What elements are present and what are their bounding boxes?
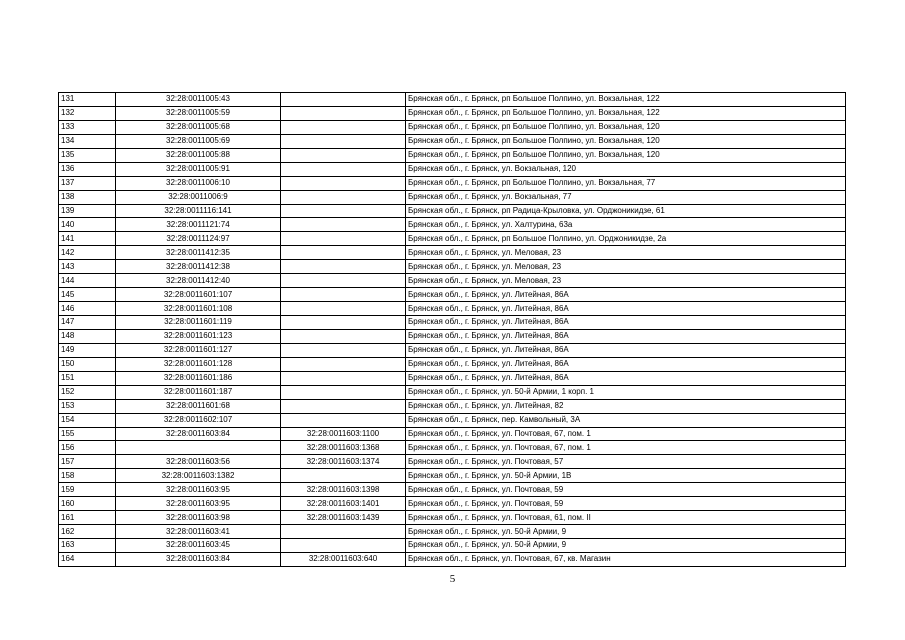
secondary-cadastral-number-cell: 32:28:0011603:1401 — [281, 497, 406, 511]
row-number-cell: 133 — [59, 120, 116, 134]
address-cell: Брянская обл., г. Брянск, ул. 50-й Армии, 9 — [406, 539, 846, 553]
cadastral-number-cell: 32:28:0011603:98 — [116, 511, 281, 525]
secondary-cadastral-number-cell — [281, 469, 406, 483]
cadastral-number-cell: 32:28:0011603:84 — [116, 427, 281, 441]
address-cell: Брянская обл., г. Брянск, ул. Почтовая, 67, пом. 1 — [406, 427, 846, 441]
table-row — [59, 427, 846, 441]
table-row — [59, 218, 846, 232]
table-row — [59, 302, 846, 316]
row-number-cell: 145 — [59, 288, 116, 302]
secondary-cadastral-number-cell — [281, 399, 406, 413]
cadastral-number-cell: 32:28:0011601:108 — [116, 302, 281, 316]
table-row — [59, 204, 846, 218]
table-row — [59, 260, 846, 274]
row-number-cell: 143 — [59, 260, 116, 274]
cadastral-number-cell: 32:28:0011121:74 — [116, 218, 281, 232]
secondary-cadastral-number-cell: 32:28:0011603:1100 — [281, 427, 406, 441]
cadastral-number-cell: 32:28:0011602:107 — [116, 413, 281, 427]
address-cell: Брянская обл., г. Брянск, ул. Литейная, 86А — [406, 357, 846, 371]
row-number-cell: 140 — [59, 218, 116, 232]
cadastral-number-cell — [116, 441, 281, 455]
row-number-cell: 160 — [59, 497, 116, 511]
row-number-cell: 149 — [59, 343, 116, 357]
cadastral-number-cell: 32:28:0011601:68 — [116, 399, 281, 413]
row-number-cell: 137 — [59, 176, 116, 190]
cadastral-number-cell: 32:28:0011412:40 — [116, 274, 281, 288]
row-number-cell: 142 — [59, 246, 116, 260]
address-cell: Брянская обл., г. Брянск, ул. Литейная, 86А — [406, 371, 846, 385]
cadastral-number-cell: 32:28:0011601:128 — [116, 357, 281, 371]
row-number-cell: 146 — [59, 302, 116, 316]
address-cell: Брянская обл., г. Брянск, ул. Меловая, 23 — [406, 274, 846, 288]
address-cell: Брянская обл., г. Брянск, ул. Халтурина, 63а — [406, 218, 846, 232]
table-row — [59, 329, 846, 343]
address-cell: Брянская обл., г. Брянск, ул. Почтовая, 67, пом. 1 — [406, 441, 846, 455]
address-cell: Брянская обл., г. Брянск, ул. Меловая, 23 — [406, 246, 846, 260]
table-row — [59, 469, 846, 483]
cadastral-number-cell: 32:28:0011603:45 — [116, 539, 281, 553]
address-cell: Брянская обл., г. Брянск, рп Большое Полпино, ул. Вокзальная, 120 — [406, 148, 846, 162]
row-number-cell: 154 — [59, 413, 116, 427]
secondary-cadastral-number-cell — [281, 274, 406, 288]
row-number-cell: 131 — [59, 93, 116, 107]
address-cell: Брянская обл., г. Брянск, ул. Литейная, 86А — [406, 288, 846, 302]
address-cell: Брянская обл., г. Брянск, ул. Почтовая, 57 — [406, 455, 846, 469]
table-row — [59, 120, 846, 134]
row-number-cell: 138 — [59, 190, 116, 204]
cadastral-number-cell: 32:28:0011005:88 — [116, 148, 281, 162]
table-row — [59, 274, 846, 288]
secondary-cadastral-number-cell — [281, 260, 406, 274]
secondary-cadastral-number-cell — [281, 302, 406, 316]
row-number-cell: 157 — [59, 455, 116, 469]
address-cell: Брянская обл., г. Брянск, ул. Литейная, 86А — [406, 316, 846, 330]
secondary-cadastral-number-cell — [281, 232, 406, 246]
table-row — [59, 552, 846, 566]
row-number-cell: 147 — [59, 316, 116, 330]
secondary-cadastral-number-cell — [281, 204, 406, 218]
secondary-cadastral-number-cell — [281, 190, 406, 204]
cadastral-number-cell: 32:28:0011006:10 — [116, 176, 281, 190]
table-row — [59, 357, 846, 371]
registry-table-body — [59, 93, 846, 567]
table-row — [59, 511, 846, 525]
address-cell: Брянская обл., г. Брянск, ул. Литейная, 82 — [406, 399, 846, 413]
secondary-cadastral-number-cell — [281, 343, 406, 357]
table-row — [59, 483, 846, 497]
address-cell: Брянская обл., г. Брянск, рп Большое Полпино, ул. Вокзальная, 120 — [406, 120, 846, 134]
address-cell: Брянская обл., г. Брянск, ул. Почтовая, 59 — [406, 483, 846, 497]
table-row — [59, 176, 846, 190]
table-row — [59, 288, 846, 302]
address-cell: Брянская обл., г. Брянск, ул. 50-й Армии, 1В — [406, 469, 846, 483]
address-cell: Брянская обл., г. Брянск, ул. Почтовая, 61, пом. II — [406, 511, 846, 525]
cadastral-number-cell: 32:28:0011601:187 — [116, 385, 281, 399]
row-number-cell: 134 — [59, 134, 116, 148]
cadastral-number-cell: 32:28:0011603:95 — [116, 497, 281, 511]
row-number-cell: 132 — [59, 106, 116, 120]
row-number-cell: 155 — [59, 427, 116, 441]
table-row — [59, 148, 846, 162]
table-row — [59, 497, 846, 511]
cadastral-number-cell: 32:28:0011603:1382 — [116, 469, 281, 483]
secondary-cadastral-number-cell — [281, 106, 406, 120]
secondary-cadastral-number-cell — [281, 218, 406, 232]
address-cell: Брянская обл., г. Брянск, ул. Вокзальная, 120 — [406, 162, 846, 176]
row-number-cell: 159 — [59, 483, 116, 497]
row-number-cell: 135 — [59, 148, 116, 162]
table-row — [59, 106, 846, 120]
row-number-cell: 136 — [59, 162, 116, 176]
secondary-cadastral-number-cell — [281, 246, 406, 260]
table-row — [59, 413, 846, 427]
row-number-cell: 152 — [59, 385, 116, 399]
row-number-cell: 144 — [59, 274, 116, 288]
row-number-cell: 161 — [59, 511, 116, 525]
cadastral-number-cell: 32:28:0011601:123 — [116, 329, 281, 343]
address-cell: Брянская обл., г. Брянск, рп Большое Полпино, ул. Вокзальная, 122 — [406, 106, 846, 120]
table-row — [59, 93, 846, 107]
cadastral-number-cell: 32:28:0011124:97 — [116, 232, 281, 246]
address-cell: Брянская обл., г. Брянск, ул. 50-й Армии, 9 — [406, 525, 846, 539]
secondary-cadastral-number-cell — [281, 525, 406, 539]
row-number-cell: 151 — [59, 371, 116, 385]
table-row — [59, 441, 846, 455]
cadastral-number-cell: 32:28:0011601:127 — [116, 343, 281, 357]
table-row — [59, 246, 846, 260]
row-number-cell: 158 — [59, 469, 116, 483]
table-row — [59, 525, 846, 539]
address-cell: Брянская обл., г. Брянск, ул. Литейная, 86А — [406, 302, 846, 316]
cadastral-number-cell: 32:28:0011005:69 — [116, 134, 281, 148]
address-cell: Брянская обл., г. Брянск, рп Большое Полпино, ул. Вокзальная, 120 — [406, 134, 846, 148]
secondary-cadastral-number-cell — [281, 371, 406, 385]
secondary-cadastral-number-cell: 32:28:0011603:640 — [281, 552, 406, 566]
table-row — [59, 134, 846, 148]
table-row — [59, 232, 846, 246]
cadastral-number-cell: 32:28:0011603:56 — [116, 455, 281, 469]
secondary-cadastral-number-cell — [281, 120, 406, 134]
secondary-cadastral-number-cell — [281, 176, 406, 190]
secondary-cadastral-number-cell — [281, 385, 406, 399]
row-number-cell: 156 — [59, 441, 116, 455]
table-row — [59, 455, 846, 469]
secondary-cadastral-number-cell — [281, 288, 406, 302]
cadastral-number-cell: 32:28:0011006:9 — [116, 190, 281, 204]
secondary-cadastral-number-cell: 32:28:0011603:1368 — [281, 441, 406, 455]
page-number: 5 — [449, 573, 456, 585]
secondary-cadastral-number-cell — [281, 413, 406, 427]
cadastral-number-cell: 32:28:0011601:186 — [116, 371, 281, 385]
cadastral-number-cell: 32:28:0011412:35 — [116, 246, 281, 260]
row-number-cell: 162 — [59, 525, 116, 539]
secondary-cadastral-number-cell — [281, 148, 406, 162]
address-cell: Брянская обл., г. Брянск, ул. 50-й Армии, 1 корп. 1 — [406, 385, 846, 399]
table-row — [59, 399, 846, 413]
table-row — [59, 539, 846, 553]
table-row — [59, 316, 846, 330]
address-cell: Брянская обл., г. Брянск, ул. Вокзальная, 77 — [406, 190, 846, 204]
cadastral-number-cell: 32:28:0011005:68 — [116, 120, 281, 134]
address-cell: Брянская обл., г. Брянск, рп Радица-Крыловка, ул. Орджоникидзе, 61 — [406, 204, 846, 218]
secondary-cadastral-number-cell — [281, 162, 406, 176]
row-number-cell: 153 — [59, 399, 116, 413]
table-row — [59, 190, 846, 204]
secondary-cadastral-number-cell — [281, 357, 406, 371]
cadastral-number-cell: 32:28:0011116:141 — [116, 204, 281, 218]
table-row — [59, 385, 846, 399]
address-cell: Брянская обл., г. Брянск, рп Большое Полпино, ул. Вокзальная, 122 — [406, 93, 846, 107]
address-cell: Брянская обл., г. Брянск, ул. Литейная, 86А — [406, 329, 846, 343]
address-cell: Брянская обл., г. Брянск, ул. Почтовая, 67, кв. Магазин — [406, 552, 846, 566]
cadastral-number-cell: 32:28:0011412:38 — [116, 260, 281, 274]
address-cell: Брянская обл., г. Брянск, рп Большое Полпино, ул. Орджоникидзе, 2а — [406, 232, 846, 246]
address-cell: Брянская обл., г. Брянск, ул. Литейная, 86А — [406, 343, 846, 357]
cadastral-number-cell: 32:28:0011603:95 — [116, 483, 281, 497]
secondary-cadastral-number-cell — [281, 329, 406, 343]
secondary-cadastral-number-cell — [281, 134, 406, 148]
secondary-cadastral-number-cell — [281, 316, 406, 330]
secondary-cadastral-number-cell: 32:28:0011603:1374 — [281, 455, 406, 469]
cadastral-number-cell: 32:28:0011005:91 — [116, 162, 281, 176]
cadastral-number-cell: 32:28:0011601:107 — [116, 288, 281, 302]
table-row — [59, 343, 846, 357]
address-cell: Брянская обл., г. Брянск, ул. Почтовая, 59 — [406, 497, 846, 511]
secondary-cadastral-number-cell — [281, 539, 406, 553]
property-registry-table — [58, 92, 846, 567]
row-number-cell: 141 — [59, 232, 116, 246]
cadastral-number-cell: 32:28:0011005:59 — [116, 106, 281, 120]
cadastral-number-cell: 32:28:0011601:119 — [116, 316, 281, 330]
row-number-cell: 150 — [59, 357, 116, 371]
cadastral-number-cell: 32:28:0011603:84 — [116, 552, 281, 566]
row-number-cell: 164 — [59, 552, 116, 566]
row-number-cell: 163 — [59, 539, 116, 553]
cadastral-number-cell: 32:28:0011005:43 — [116, 93, 281, 107]
secondary-cadastral-number-cell — [281, 93, 406, 107]
row-number-cell: 148 — [59, 329, 116, 343]
address-cell: Брянская обл., г. Брянск, ул. Меловая, 23 — [406, 260, 846, 274]
address-cell: Брянская обл., г. Брянск, пер. Камвольный, 3А — [406, 413, 846, 427]
address-cell: Брянская обл., г. Брянск, рп Большое Полпино, ул. Вокзальная, 77 — [406, 176, 846, 190]
secondary-cadastral-number-cell: 32:28:0011603:1439 — [281, 511, 406, 525]
row-number-cell: 139 — [59, 204, 116, 218]
cadastral-number-cell: 32:28:0011603:41 — [116, 525, 281, 539]
table-row — [59, 162, 846, 176]
secondary-cadastral-number-cell: 32:28:0011603:1398 — [281, 483, 406, 497]
table-row — [59, 371, 846, 385]
